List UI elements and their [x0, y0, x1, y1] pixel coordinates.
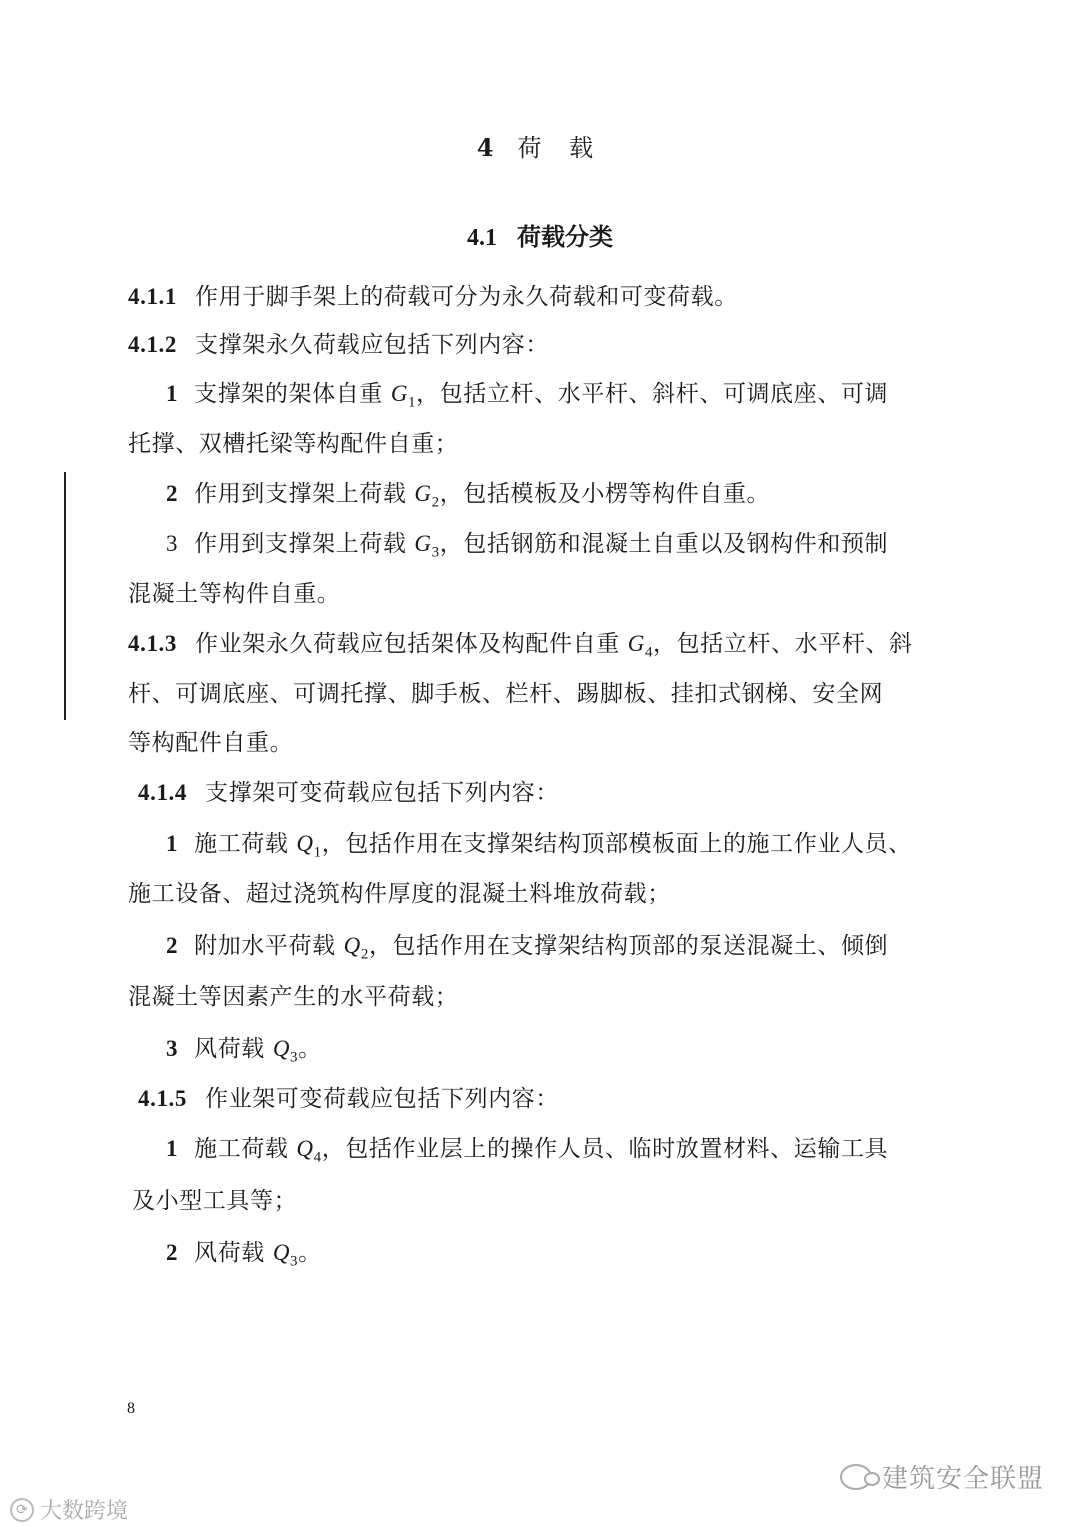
clause-number: 4.1.4: [138, 780, 187, 805]
clause-4-1-1: [128, 278, 738, 311]
subscript: 3: [290, 1049, 299, 1066]
item-text: 。: [298, 1240, 322, 1266]
item-number: 2: [166, 1240, 179, 1265]
subscript: 1: [408, 394, 417, 411]
section-title: [0, 217, 1080, 252]
item-text: ，包括钢筋和混凝土自重以及钢构件和预制: [439, 531, 889, 557]
item-text: 附加水平荷载: [194, 933, 344, 959]
continuation-line: [128, 978, 458, 1011]
clause-number: 4.1.3: [128, 631, 177, 656]
continuation-line: [128, 425, 458, 458]
clause-number: 4.1.5: [138, 1086, 187, 1111]
item-number: 1: [166, 1136, 179, 1161]
item-text: 施工设备、超过浇筑构件厚度的混凝土料堆放荷载；: [128, 881, 671, 907]
item-line: [166, 1130, 888, 1167]
watermark-right: [840, 1458, 1044, 1495]
item-number: 2: [166, 933, 179, 958]
variable: Q: [272, 1036, 291, 1061]
item-text: 支撑架的架体自重: [194, 381, 391, 407]
clause-text: 等构配件自重。: [128, 730, 294, 756]
variable: G: [414, 481, 432, 506]
item-text: 施工荷载: [194, 1136, 297, 1162]
clause-text: 作业架永久荷载应包括架体及构配件自重: [195, 631, 628, 657]
variable: G: [627, 631, 645, 656]
subscript: 1: [313, 844, 322, 861]
item-text: 及小型工具等；: [132, 1188, 298, 1214]
item-line: [166, 825, 912, 862]
item-line: [166, 475, 770, 512]
variable: Q: [272, 1240, 291, 1265]
item-line: [166, 927, 888, 964]
item-text: 施工荷载: [194, 831, 297, 857]
item-text: 作用到支撑架上荷载: [194, 531, 415, 557]
watermark-text: 建筑安全联盟: [881, 1464, 1044, 1494]
watermark-text: 大数跨境: [40, 1499, 129, 1524]
clause-text: 杆、可调底座、可调托撑、脚手板、栏杆、踢脚板、挂扣式钢梯、安全网: [128, 681, 884, 707]
subscript: 4: [644, 644, 654, 661]
watermark-left: [10, 1494, 128, 1525]
item-text: ，包括作业层上的操作人员、临时放置材料、运输工具: [321, 1136, 889, 1162]
continuation-line: [128, 724, 293, 757]
section-number: 4.1: [467, 225, 497, 251]
variable: G: [390, 381, 409, 406]
subscript: 3: [290, 1253, 299, 1270]
item-line: [166, 1030, 322, 1067]
clause-number: 4.1.1: [128, 284, 177, 309]
page-number: 8: [127, 1400, 135, 1417]
item-text: ，包括作用在支撑架结构顶部的泵送混凝土、倾倒: [368, 933, 889, 959]
clause-number: 4.1.2: [128, 332, 177, 357]
item-text: ，包括模板及小楞等构件自重。: [439, 481, 771, 507]
subscript: 4: [313, 1149, 322, 1166]
continuation-line: [128, 575, 340, 608]
variable: Q: [296, 1136, 314, 1161]
item-line: [166, 375, 888, 412]
section-title-text: 荷载分类: [517, 223, 613, 251]
subscript: 2: [360, 946, 369, 963]
continuation-line: [128, 875, 671, 908]
item-line: [166, 1234, 322, 1271]
chapter-title: [0, 128, 1080, 163]
variable: G: [414, 531, 432, 556]
wechat-icon: [840, 1464, 872, 1490]
clause-4-1-5: [138, 1080, 559, 1113]
variable: Q: [296, 831, 314, 856]
item-text: ，包括作用在支撑架结构顶部模板面上的施工作业人员、: [321, 831, 912, 857]
chapter-number: 4: [476, 133, 496, 162]
clause-4-1-2: [128, 326, 549, 359]
item-text: 托撑、双槽托梁等构配件自重；: [128, 431, 459, 457]
clause-4-1-3: [128, 625, 913, 662]
item-text: 混凝土等构件自重。: [128, 581, 341, 607]
item-text: 风荷载: [194, 1240, 273, 1266]
item-number: 2: [166, 481, 179, 506]
item-text: 作用到支撑架上荷载: [194, 481, 415, 507]
revision-bar: [64, 472, 66, 720]
subscript: 3: [431, 544, 440, 561]
item-text: 。: [298, 1036, 322, 1062]
item-text: ，包括立杆、水平杆、斜杆、可调底座、可调: [416, 381, 889, 407]
item-line: [166, 525, 888, 562]
item-number: 1: [166, 831, 179, 856]
continuation-line: [132, 1182, 297, 1215]
item-number: 1: [166, 381, 179, 406]
clause-text: 作业架可变荷载应包括下列内容：: [205, 1086, 559, 1112]
clause-text: 作用于脚手架上的荷载可分为永久荷载和可变荷载。: [195, 284, 738, 310]
clause-text: 支撑架可变荷载应包括下列内容：: [205, 780, 559, 806]
item-text: 混凝土等因素产生的水平荷载；: [128, 984, 459, 1010]
chapter-title-text: 荷 载: [517, 134, 604, 162]
continuation-line: [128, 675, 883, 708]
clause-text: 支撑架永久荷载应包括下列内容：: [195, 332, 549, 358]
variable: Q: [343, 933, 361, 958]
clause-text: ，包括立杆、水平杆、斜: [653, 631, 913, 657]
logo-icon: ⟳: [10, 1498, 34, 1522]
item-number: 3: [166, 1036, 179, 1061]
item-text: 风荷载: [194, 1036, 273, 1062]
subscript: 2: [431, 494, 440, 511]
clause-4-1-4: [138, 774, 559, 807]
item-number: 3: [166, 531, 179, 556]
